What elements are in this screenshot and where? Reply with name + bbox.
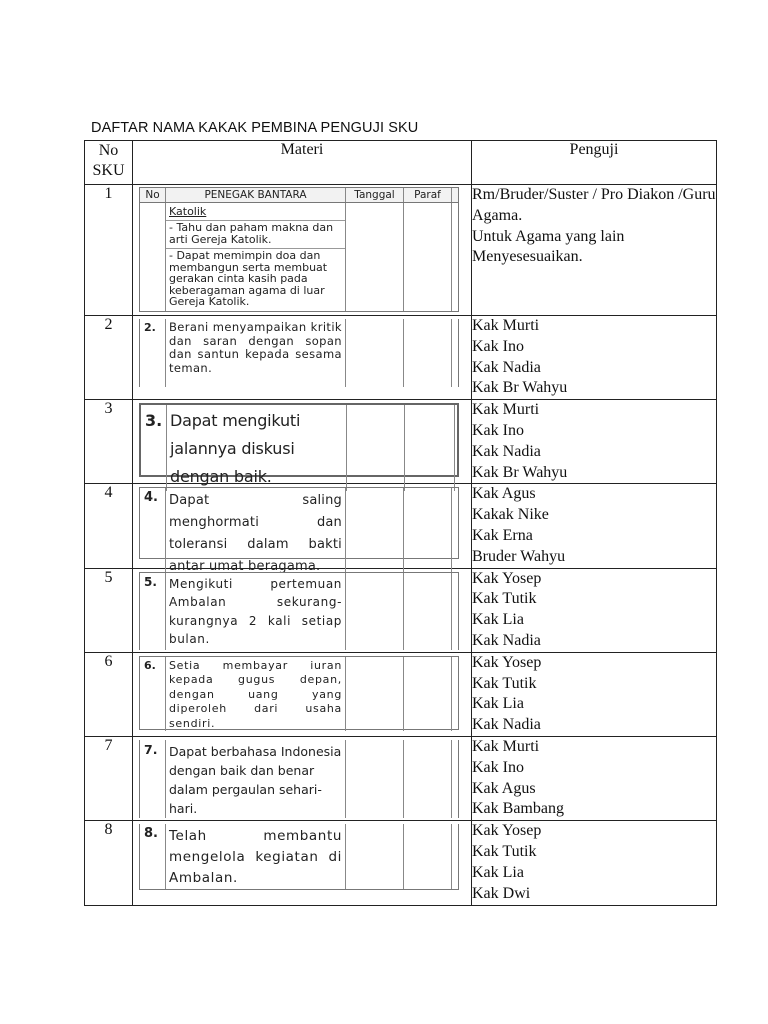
materi-text: Telah membantu mengelola kegiatan di Ambalan. — [166, 824, 346, 889]
materi-cell — [133, 736, 472, 820]
scan-header-no: No — [140, 188, 166, 202]
penguji-name: Kak Yosep — [472, 822, 542, 840]
penguji-cell — [472, 821, 717, 906]
scanned-form-excerpt — [139, 572, 459, 650]
penguji-name: Kak Murti — [472, 401, 540, 419]
penguji-cell — [472, 652, 717, 736]
penguji-cell — [472, 736, 717, 820]
row-number: 8 — [85, 821, 133, 906]
scan-header-tanggal: Tanggal — [346, 188, 404, 202]
penguji-name: Kak Br Wahyu — [472, 463, 568, 481]
scanned-form-excerpt — [139, 187, 459, 312]
penguji-cell — [472, 484, 717, 568]
penguji-name: Kak Murti — [472, 737, 540, 755]
materi-cell — [133, 484, 472, 575]
scanned-form-excerpt — [139, 319, 459, 387]
materi-text: Dapat mengikuti jalannya diskusi dengan baik. — [167, 405, 347, 491]
penguji-name: Untuk Agama yang lain Menyesesuaikan. — [472, 227, 625, 266]
penguji-name: Kak Lia — [472, 863, 524, 881]
item-number: 2. — [140, 319, 166, 387]
penguji-name: Kak Yosep — [472, 569, 542, 587]
penguji-name: Kak Nadia — [472, 442, 541, 460]
item-number: 3. — [141, 405, 167, 491]
scanned-form-excerpt — [139, 487, 459, 575]
penguji-name: Kak Erna — [472, 526, 533, 544]
penguji-name: Kak Ino — [472, 421, 524, 439]
scan-header-paraf: Paraf — [404, 188, 452, 202]
penguji-name: Kak Nadia — [472, 358, 541, 376]
penguji-name: Bruder Wahyu — [472, 547, 566, 565]
penguji-name: Kak Nadia — [472, 716, 541, 734]
penguji-name: Kak Tutik — [472, 674, 537, 692]
materi-text: Setia membayar iuran kepada gugus depan, dengan uang yang diperoleh dari usaha sendiri. — [166, 657, 346, 732]
penguji-name: Kak Br Wahyu — [472, 379, 568, 397]
item-number: 5. — [140, 573, 166, 650]
row-number: 6 — [85, 652, 133, 736]
penguji-name: Rm/Bruder/Suster / Pro Diakon /Guru Agama. — [472, 186, 716, 224]
scanned-form-excerpt — [139, 740, 459, 818]
penguji-name: Kak Agus — [472, 485, 536, 503]
materi-text: Berani menyampaikan kritik dan saran dengan sopan dan santun kepada sesama teman. — [166, 319, 346, 387]
row-number: 7 — [85, 736, 133, 820]
materi-cell — [133, 316, 472, 400]
table-row — [85, 316, 717, 400]
header-no-sku: No SKU — [85, 141, 133, 185]
penguji-name: Kak Lia — [472, 695, 524, 713]
document-title: DAFTAR NAMA KAKAK PEMBINA PENGUJI SKU — [91, 120, 419, 136]
penguji-name: Kak Bambang — [472, 800, 564, 818]
penguji-name: Kak Tutik — [472, 590, 537, 608]
scan-header-title: PENEGAK BANTARA — [166, 188, 346, 202]
penguji-name: Kak Ino — [472, 337, 524, 355]
materi-cell — [133, 400, 472, 487]
header-penguji: Penguji — [472, 141, 717, 185]
penguji-name: Kak Ino — [472, 758, 524, 776]
item-number: 6. — [140, 657, 166, 732]
penguji-name: Kakak Nike — [472, 506, 549, 524]
row-number: 3 — [85, 400, 133, 484]
table-row — [85, 568, 717, 652]
penguji-name: Kak Nadia — [472, 631, 541, 649]
penguji-table — [84, 140, 717, 906]
materi-bullet: - Tahu dan paham makna dan arti Gereja Katolik. — [166, 220, 345, 248]
item-number: 8. — [140, 824, 166, 889]
penguji-cell — [472, 568, 717, 652]
scanned-form-excerpt — [139, 656, 459, 730]
row-number: 1 — [85, 185, 133, 316]
materi-text: Mengikuti pertemuan Ambalan sekurang-kurangnya 2 kali setiap bulan. — [166, 573, 346, 650]
table-row — [85, 821, 717, 906]
scanned-form-excerpt — [139, 824, 459, 890]
table-row — [85, 484, 717, 568]
penguji-name: Kak Murti — [472, 317, 540, 334]
item-number: 4. — [140, 488, 166, 578]
penguji-cell — [472, 185, 717, 316]
materi-bullet: - Dapat memimpin doa dan membangun serta membuat gerakan cinta kasih pada keberagaman agama di luar Gereja Katolik. — [166, 248, 345, 311]
row-number: 2 — [85, 316, 133, 400]
materi-text: Dapat berbahasa Indonesia dengan baik dan benar dalam pergaulan sehari-hari. — [166, 740, 346, 818]
materi-cell — [133, 185, 472, 316]
materi-text: Dapat saling menghormati dan toleransi dalam bakti antar umat beragama. — [166, 488, 346, 578]
penguji-name: Kak Agus — [472, 779, 536, 797]
materi-cell — [133, 821, 472, 906]
penguji-name: Kak Dwi — [472, 884, 531, 902]
row-number: 5 — [85, 568, 133, 652]
table-row — [85, 736, 717, 820]
penguji-name: Kak Tutik — [472, 842, 537, 860]
table-row — [85, 185, 717, 316]
materi-cell — [133, 568, 472, 652]
table-row — [85, 400, 717, 484]
row-number: 4 — [85, 484, 133, 568]
materi-cell — [133, 652, 472, 736]
penguji-name: Kak Yosep — [472, 653, 542, 671]
table-header-row — [85, 141, 717, 185]
penguji-cell — [472, 400, 717, 484]
scan-header-row — [140, 188, 458, 203]
item-number: 7. — [140, 740, 166, 818]
penguji-cell — [472, 316, 717, 400]
header-materi: Materi — [133, 141, 472, 185]
category-label: Katolik — [169, 205, 207, 218]
table-row — [85, 652, 717, 736]
scanned-form-excerpt — [139, 403, 459, 487]
penguji-name: Kak Lia — [472, 611, 524, 629]
